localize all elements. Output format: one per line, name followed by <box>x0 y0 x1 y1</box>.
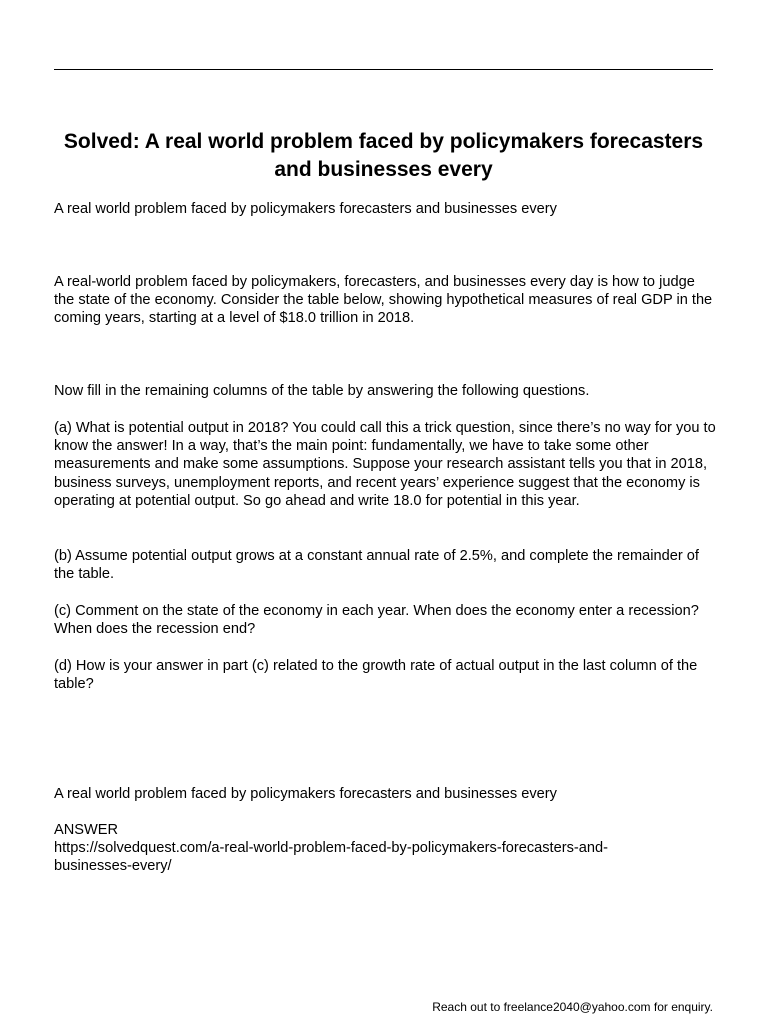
answer-link[interactable]: https://solvedquest.com/a-real-world-problem-faced-by-policymakers-forecasters-and-businesses-every/ <box>54 840 608 875</box>
footer-contact: Reach out to freelance2040@yahoo.com for enquiry. <box>432 1000 713 1014</box>
instruction-paragraph: Now fill in the remaining columns of the table by answering the following questions. <box>54 383 590 399</box>
intro-paragraph: A real-world problem faced by policymakers, forecasters, and businesses every day is how to judge the state of the economy. Consider the table below, showing hypothetical measures of real GDP in the coming years, starting at a level of $18.0 trillion in 2018. <box>54 274 713 327</box>
page-title: Solved: A real world problem faced by policymakers forecasters and businesses every <box>63 130 704 181</box>
answer-label: ANSWER <box>54 822 119 838</box>
top-divider <box>54 69 713 70</box>
question-a: (a) What is potential output in 2018? You could call this a trick question, since there’s no way for you to know the answer! In a way, that’s the main point: fundamentally, we have to take some other measurements and make some assumptions. Suppose your research assistant tells you that in 2018, business surveys, unemployment reports, and recent years’ experience suggest that the economy is operating at potential output. So go ahead and write 18.0 for potential in this year. <box>54 420 716 509</box>
repeat-heading: A real world problem faced by policymakers forecasters and businesses every <box>54 786 557 802</box>
question-c: (c) Comment on the state of the economy in each year. When does the economy enter a recession? When does the recession end? <box>54 603 699 638</box>
question-d: (d) How is your answer in part (c) related to the growth rate of actual output in the last column of the table? <box>54 658 698 693</box>
question-b: (b) Assume potential output grows at a constant annual rate of 2.5%, and complete the remainder of the table. <box>54 548 699 583</box>
subtitle: A real world problem faced by policymakers forecasters and businesses every <box>54 201 557 217</box>
